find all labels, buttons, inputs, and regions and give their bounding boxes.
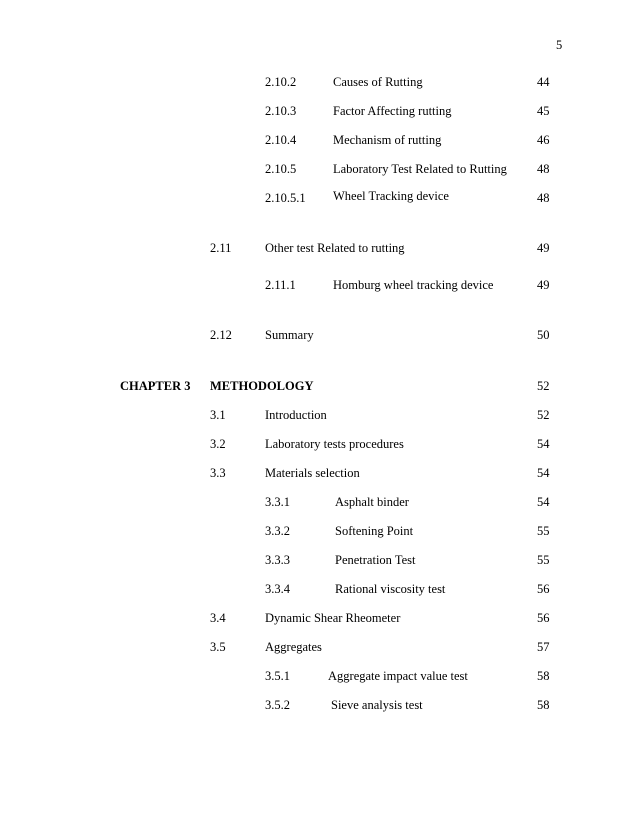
toc-entry-page: 58 bbox=[537, 669, 550, 683]
toc-entry-title: Other test Related to rutting bbox=[265, 241, 405, 255]
toc-entry-title: Rational viscosity test bbox=[335, 582, 446, 596]
toc-entry-number: 2.11 bbox=[210, 241, 232, 255]
toc-entry-title: Dynamic Shear Rheometer bbox=[265, 611, 401, 625]
toc-entry-number: 3.1 bbox=[210, 408, 226, 422]
toc-entry-number: 3.3.2 bbox=[265, 524, 290, 538]
toc-entry-number: 3.3.4 bbox=[265, 582, 290, 596]
toc-entry-number: 3.2 bbox=[210, 437, 226, 451]
toc-entry-title: Asphalt binder bbox=[335, 495, 409, 509]
chapter-label: CHAPTER 3 bbox=[120, 379, 191, 393]
toc-entry-number: 2.10.5 bbox=[265, 162, 297, 176]
toc-entry-page: 48 bbox=[537, 191, 550, 205]
toc-entry-page: 45 bbox=[537, 104, 550, 118]
toc-entry-page: 50 bbox=[537, 328, 550, 342]
toc-entry-page: 55 bbox=[537, 524, 550, 538]
toc-entry-number: 3.4 bbox=[210, 611, 226, 625]
toc-entry-number: 3.5.2 bbox=[265, 698, 290, 712]
toc-entry-page: 49 bbox=[537, 241, 550, 255]
toc-entry-title: Aggregate impact value test bbox=[328, 669, 468, 683]
toc-entry-title: Aggregates bbox=[265, 640, 322, 654]
toc-entry-number: 3.3 bbox=[210, 466, 226, 480]
toc-entry-title: Summary bbox=[265, 328, 314, 342]
toc-entry-page: 49 bbox=[537, 278, 550, 292]
toc-entry-page: 56 bbox=[537, 582, 550, 596]
toc-entry-title: Factor Affecting rutting bbox=[333, 104, 452, 118]
toc-entry-title: Causes of Rutting bbox=[333, 75, 423, 89]
toc-entry-number: 3.3.3 bbox=[265, 553, 290, 567]
toc-entry-number: 2.10.2 bbox=[265, 75, 297, 89]
toc-entry-title: Softening Point bbox=[335, 524, 414, 538]
toc-entry-page: 56 bbox=[537, 611, 550, 625]
toc-entry-title: Laboratory tests procedures bbox=[265, 437, 404, 451]
toc-entry-title: Introduction bbox=[265, 408, 327, 422]
toc-entry-title: Laboratory Test Related to Rutting bbox=[333, 162, 507, 176]
toc-entry-title: Homburg wheel tracking device bbox=[333, 278, 494, 292]
toc-entry-page: 44 bbox=[537, 75, 550, 89]
toc-entry-page: 54 bbox=[537, 495, 550, 509]
toc-entry-number: 3.5.1 bbox=[265, 669, 290, 683]
toc-entry-number: 2.10.4 bbox=[265, 133, 297, 147]
toc-entry-title: Materials selection bbox=[265, 466, 360, 480]
toc-entry-title: Wheel Tracking device bbox=[333, 189, 449, 203]
toc-entry-title: Sieve analysis test bbox=[331, 698, 423, 712]
chapter-page: 52 bbox=[537, 379, 550, 393]
toc-entry-number: 3.3.1 bbox=[265, 495, 290, 509]
toc-entry-title: Mechanism of rutting bbox=[333, 133, 442, 147]
toc-entry-page: 52 bbox=[537, 408, 550, 422]
toc-entry-page: 46 bbox=[537, 133, 550, 147]
toc-entry-number: 3.5 bbox=[210, 640, 226, 654]
chapter-title: METHODOLOGY bbox=[210, 379, 314, 393]
page-number: 5 bbox=[556, 38, 563, 52]
toc-entry-page: 48 bbox=[537, 162, 550, 176]
toc-entry-number: 2.12 bbox=[210, 328, 232, 342]
toc-entry-number: 2.10.3 bbox=[265, 104, 297, 118]
toc-entry-page: 55 bbox=[537, 553, 550, 567]
toc-entry-page: 54 bbox=[537, 466, 550, 480]
toc-entry-page: 54 bbox=[537, 437, 550, 451]
toc-entry-page: 57 bbox=[537, 640, 550, 654]
toc-entry-title: Penetration Test bbox=[335, 553, 416, 567]
toc-entry-page: 58 bbox=[537, 698, 550, 712]
toc-entry-number: 2.10.5.1 bbox=[265, 191, 306, 205]
toc-entry-number: 2.11.1 bbox=[265, 278, 296, 292]
